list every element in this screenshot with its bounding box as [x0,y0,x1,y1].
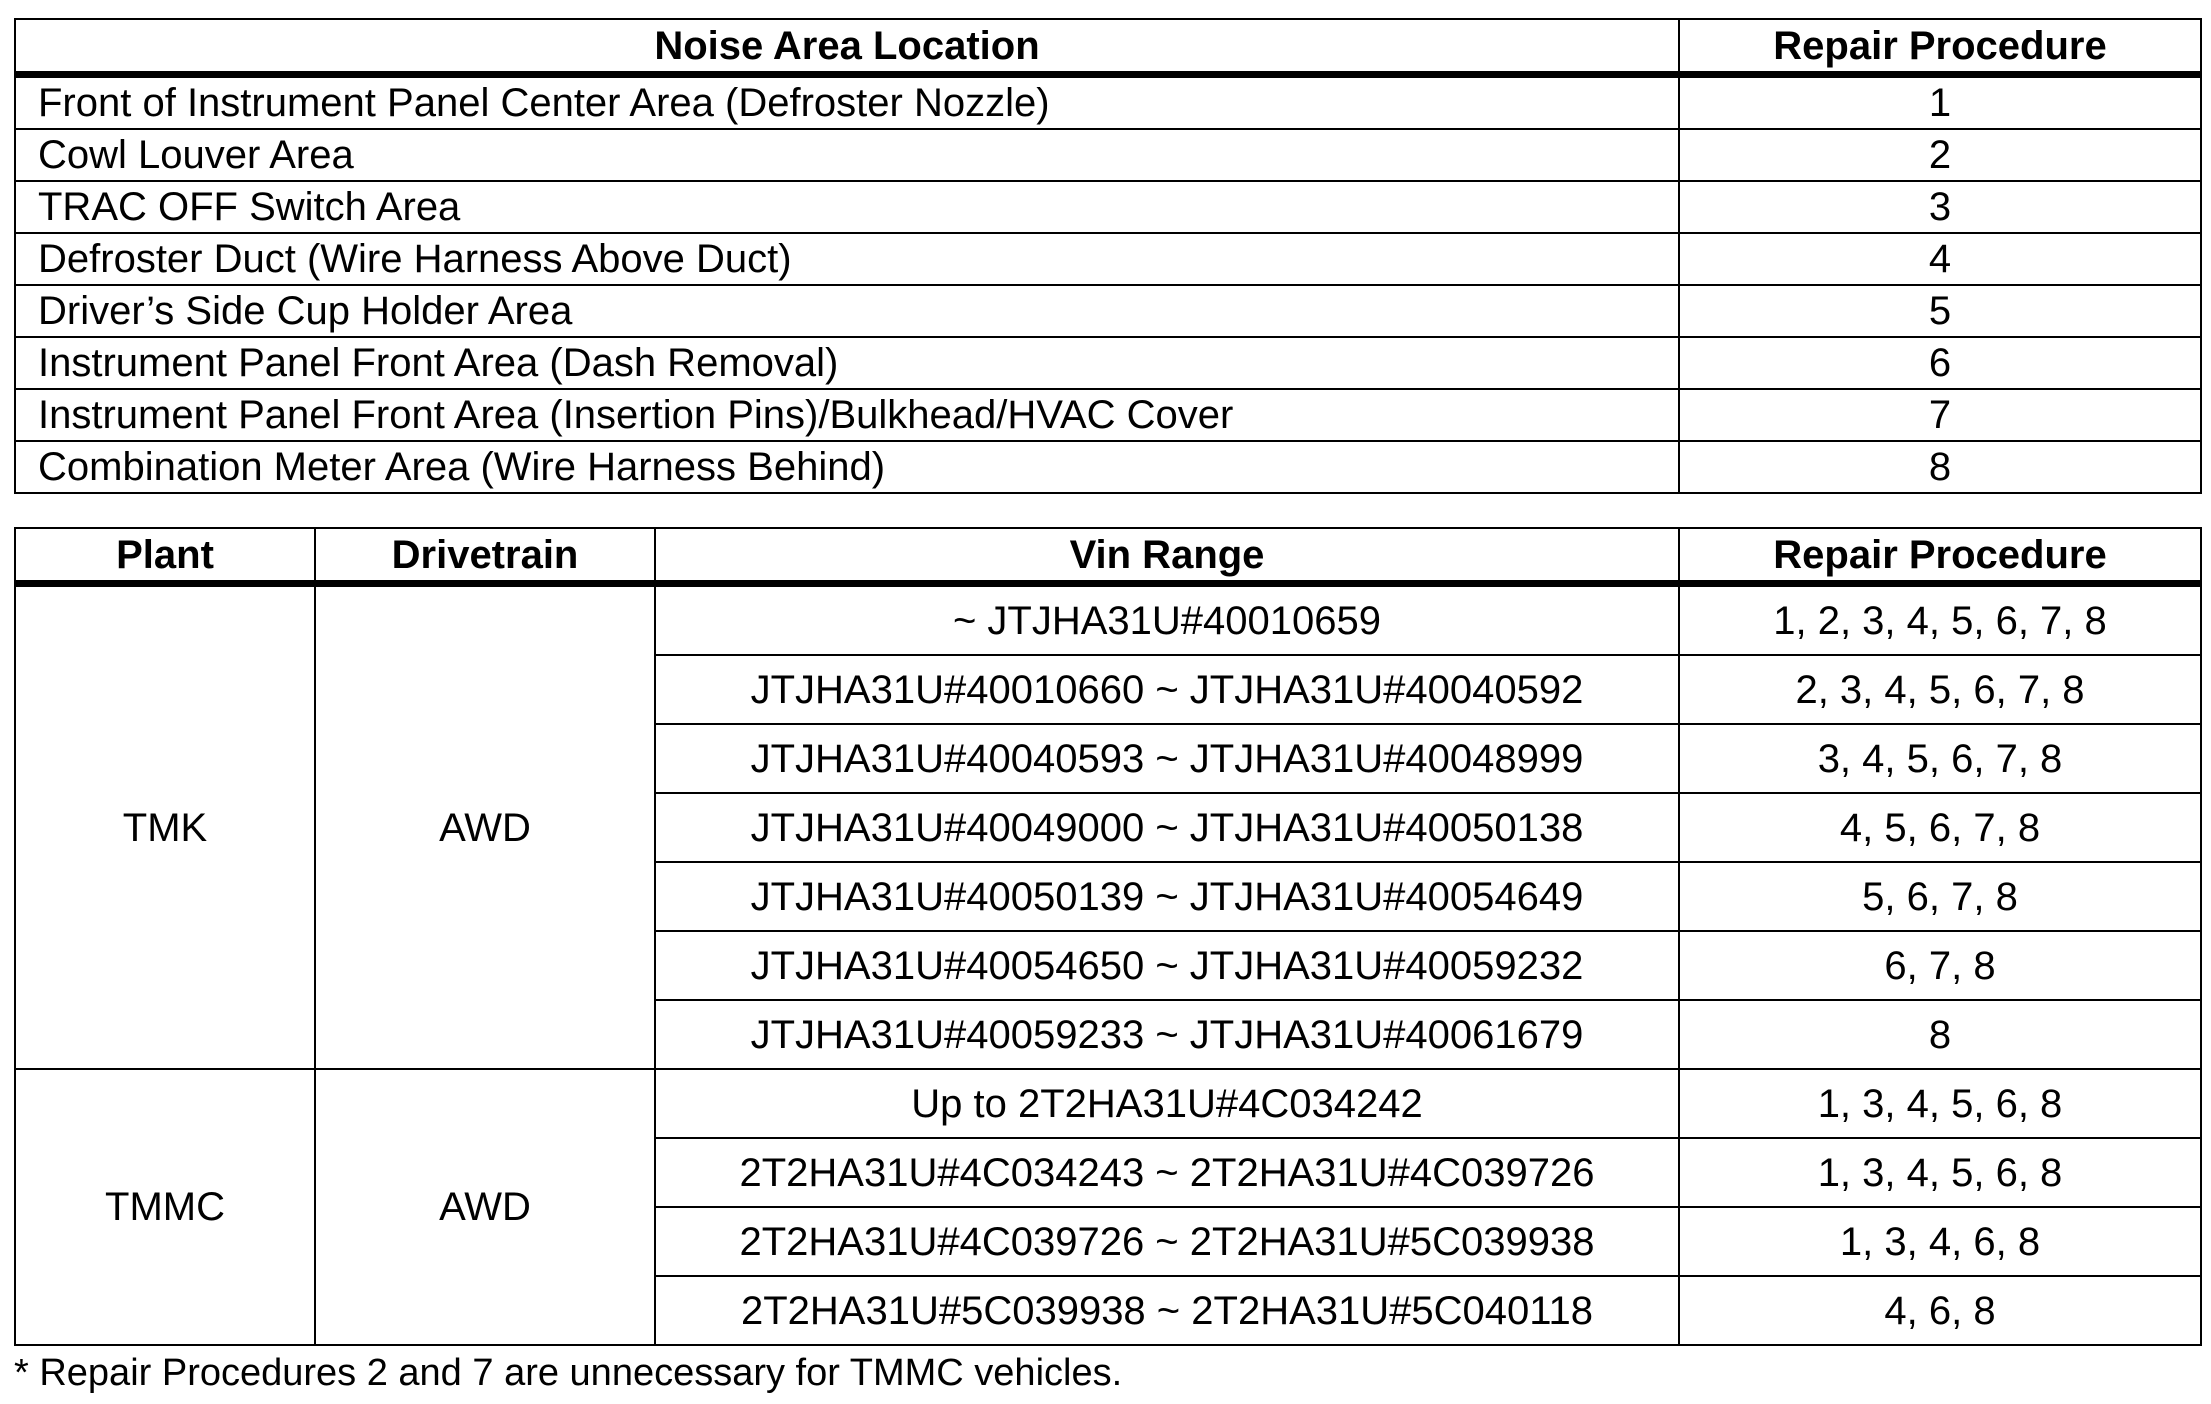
repair-procedure-header: Repair Procedure [1679,19,2201,75]
table-row [15,285,2201,337]
vin-range-cell: JTJHA31U#40049000 ~ JTJHA31U#40050138 [655,793,1679,862]
vin-range-cell: JTJHA31U#40040593 ~ JTJHA31U#40048999 [655,724,1679,793]
plant-cell-tmk: TMK [15,584,315,1070]
table-row [15,337,2201,389]
repair-procedure-cell: 6, 7, 8 [1679,931,2201,1000]
table-row [15,584,2201,656]
repair-procedure-cell: 8 [1679,441,2201,493]
repair-procedure-cell: 1 [1679,75,2201,130]
noise-table-header-row [15,19,2201,75]
footnote: * Repair Procedures 2 and 7 are unnecessary for TMMC vehicles. [14,1352,1123,1394]
table-row [15,233,2201,285]
repair-procedure-cell: 2, 3, 4, 5, 6, 7, 8 [1679,655,2201,724]
vin-range-cell: JTJHA31U#40050139 ~ JTJHA31U#40054649 [655,862,1679,931]
table-row [15,1069,2201,1138]
noise-location-cell: Front of Instrument Panel Center Area (Defroster Nozzle) [15,75,1679,130]
table-row [15,441,2201,493]
vin-range-cell: ~ JTJHA31U#40010659 [655,584,1679,656]
vin-range-cell: JTJHA31U#40010660 ~ JTJHA31U#40040592 [655,655,1679,724]
noise-location-cell: Instrument Panel Front Area (Dash Removal) [15,337,1679,389]
repair-procedure-cell: 1, 3, 4, 6, 8 [1679,1207,2201,1276]
table-row [15,181,2201,233]
vin-range-cell: Up to 2T2HA31U#4C034242 [655,1069,1679,1138]
repair-procedure-cell: 5 [1679,285,2201,337]
repair-procedure-cell: 4 [1679,233,2201,285]
noise-area-location-header: Noise Area Location [15,19,1679,75]
table-row [15,129,2201,181]
plant-cell-tmmc: TMMC [15,1069,315,1345]
repair-procedure-cell: 5, 6, 7, 8 [1679,862,2201,931]
repair-procedure-cell: 1, 3, 4, 5, 6, 8 [1679,1138,2201,1207]
noise-area-table [14,18,2202,494]
noise-location-cell: Instrument Panel Front Area (Insertion Pins)/Bulkhead/HVAC Cover [15,389,1679,441]
repair-procedure-cell: 4, 5, 6, 7, 8 [1679,793,2201,862]
repair-procedure-cell: 3, 4, 5, 6, 7, 8 [1679,724,2201,793]
repair-procedure-cell: 1, 3, 4, 5, 6, 8 [1679,1069,2201,1138]
repair-procedure-cell: 4, 6, 8 [1679,1276,2201,1345]
vin-range-cell: 2T2HA31U#5C039938 ~ 2T2HA31U#5C040118 [655,1276,1679,1345]
noise-location-cell: Combination Meter Area (Wire Harness Behind) [15,441,1679,493]
plant-header: Plant [15,528,315,584]
repair-procedure-cell: 7 [1679,389,2201,441]
vin-range-cell: 2T2HA31U#4C039726 ~ 2T2HA31U#5C039938 [655,1207,1679,1276]
drivetrain-cell: AWD [315,1069,655,1345]
repair-procedure-header: Repair Procedure [1679,528,2201,584]
vin-table-header-row [15,528,2201,584]
table-row [15,389,2201,441]
noise-location-cell: Cowl Louver Area [15,129,1679,181]
noise-location-cell: Defroster Duct (Wire Harness Above Duct) [15,233,1679,285]
repair-procedure-cell: 2 [1679,129,2201,181]
table-row [15,75,2201,130]
repair-procedure-cell: 1, 2, 3, 4, 5, 6, 7, 8 [1679,584,2201,656]
drivetrain-header: Drivetrain [315,528,655,584]
vin-range-cell: 2T2HA31U#4C034243 ~ 2T2HA31U#4C039726 [655,1138,1679,1207]
repair-procedure-cell: 6 [1679,337,2201,389]
noise-location-cell: TRAC OFF Switch Area [15,181,1679,233]
vin-range-table [14,527,2202,1346]
noise-location-cell: Driver’s Side Cup Holder Area [15,285,1679,337]
vin-range-header: Vin Range [655,528,1679,584]
repair-procedure-cell: 8 [1679,1000,2201,1069]
vin-range-cell: JTJHA31U#40059233 ~ JTJHA31U#40061679 [655,1000,1679,1069]
repair-procedure-cell: 3 [1679,181,2201,233]
vin-range-cell: JTJHA31U#40054650 ~ JTJHA31U#40059232 [655,931,1679,1000]
drivetrain-cell: AWD [315,584,655,1070]
